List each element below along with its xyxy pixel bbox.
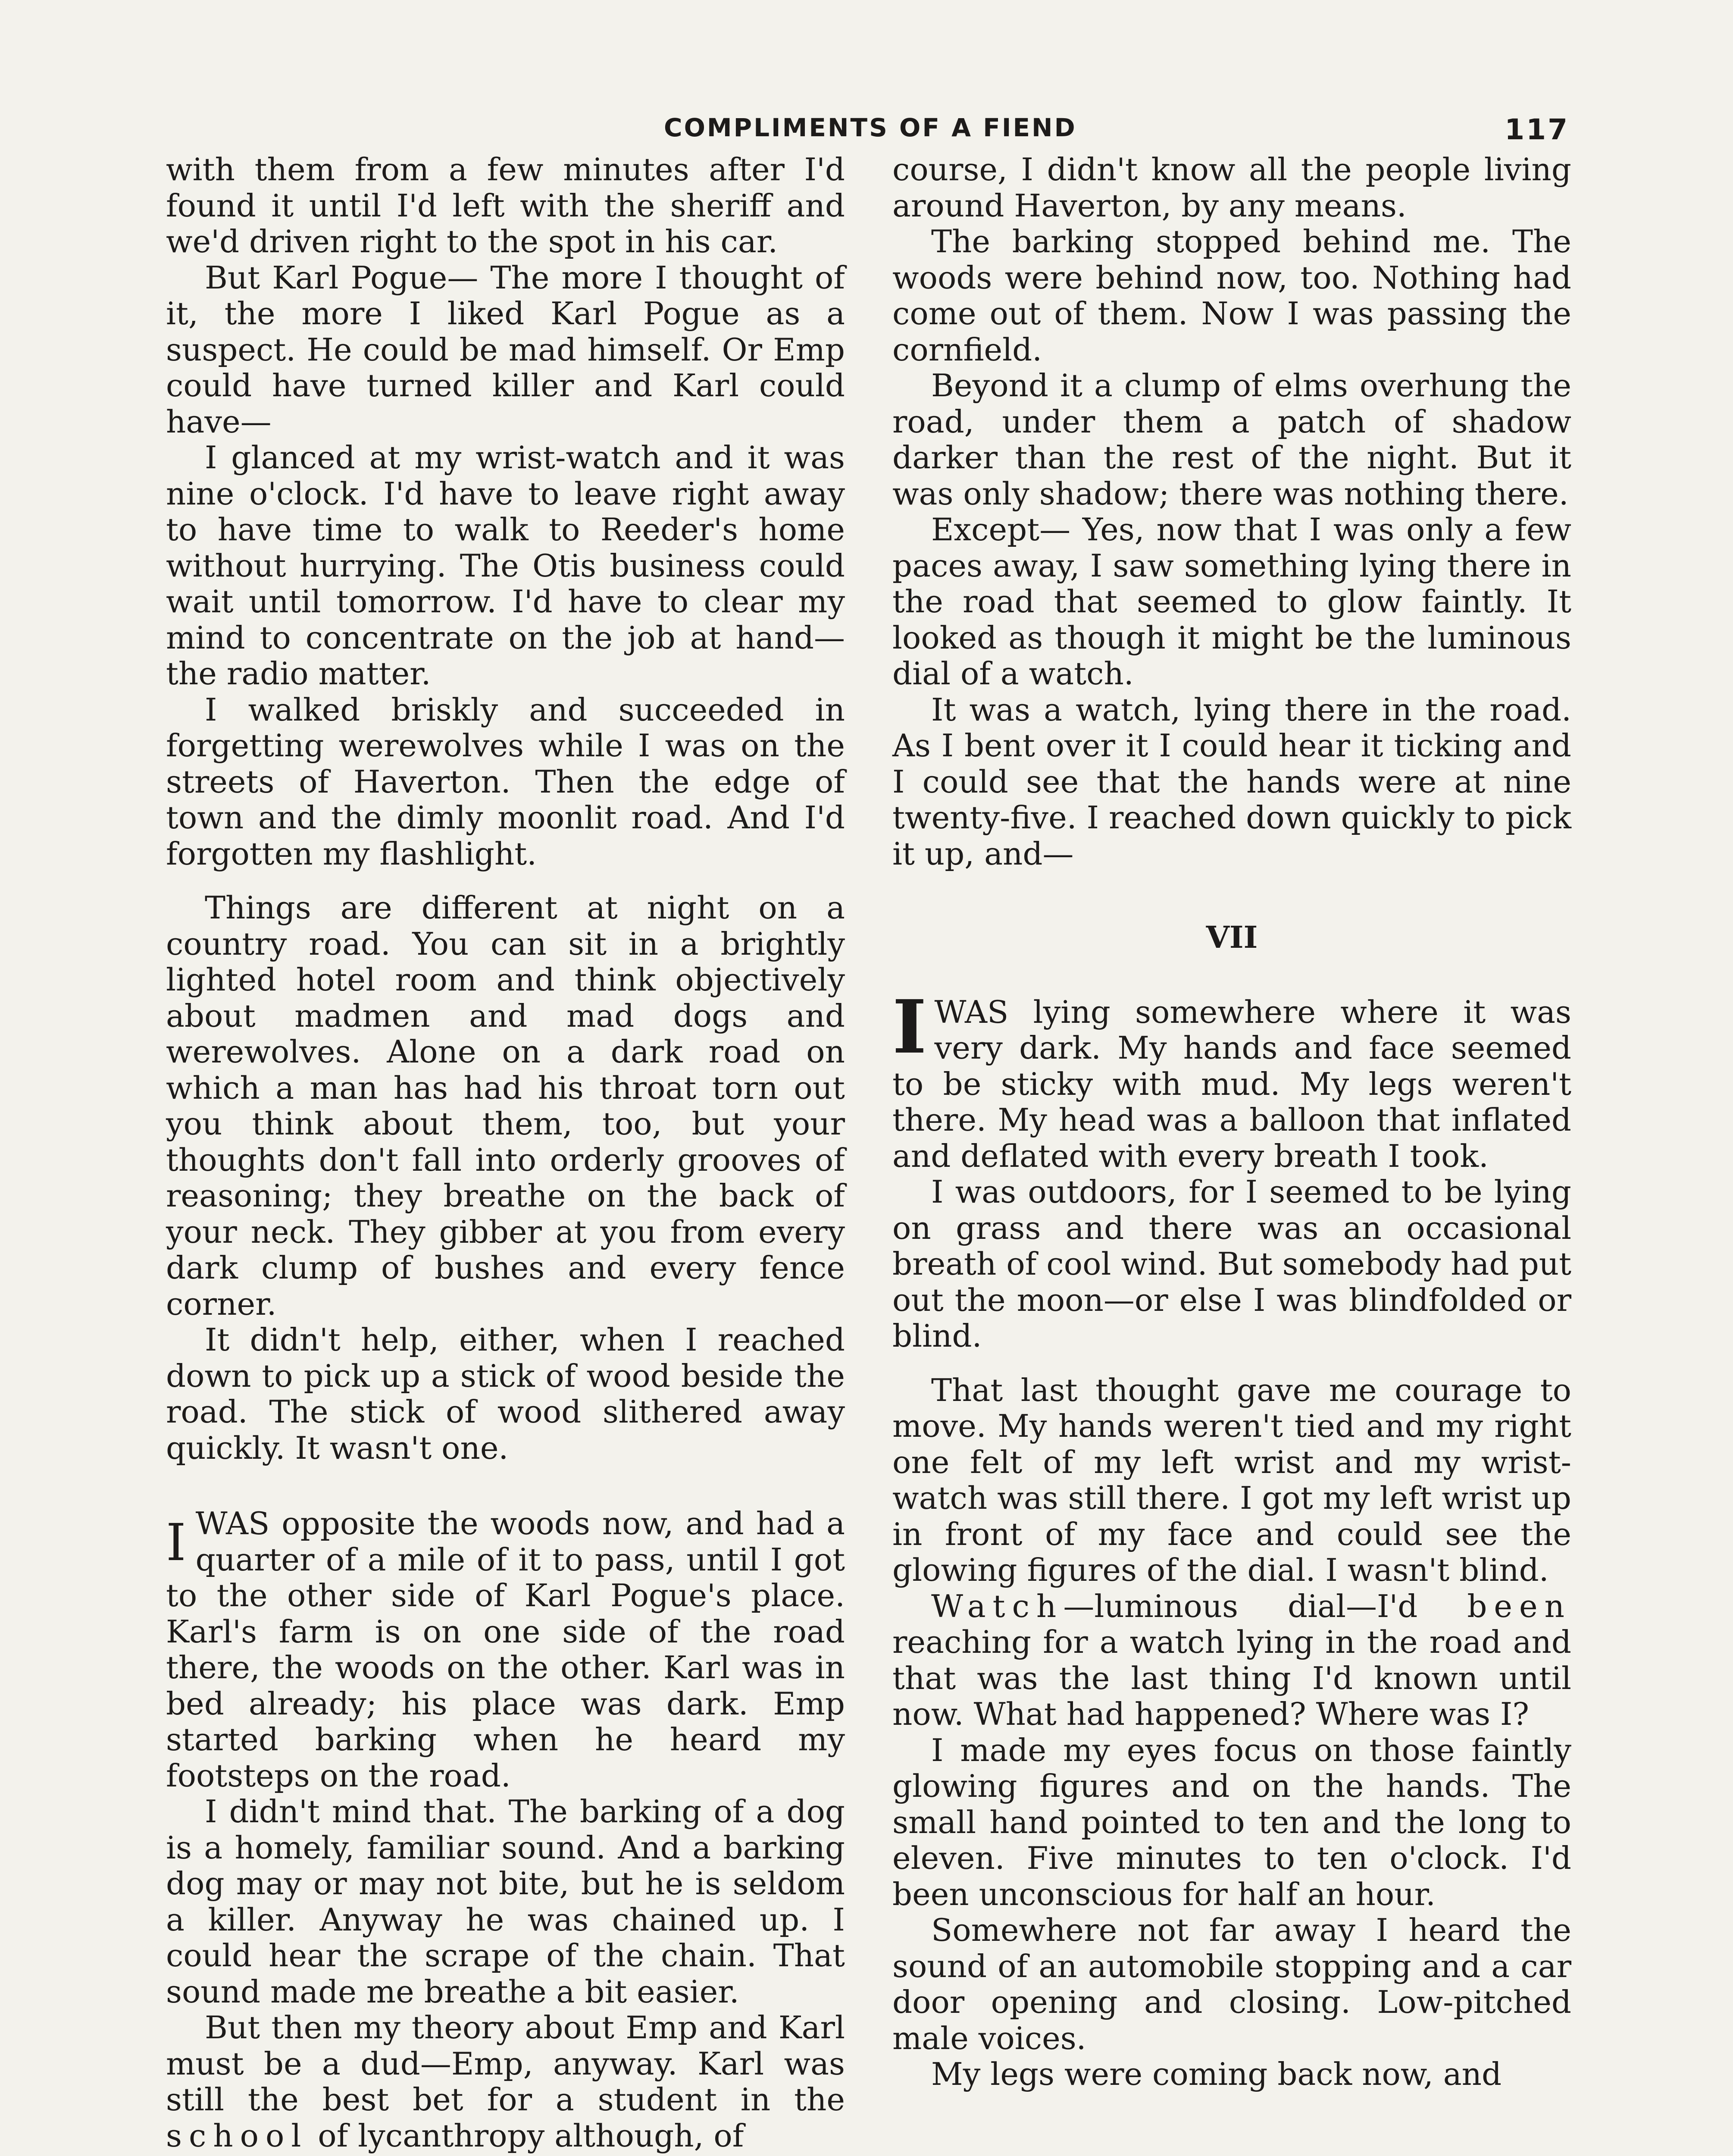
paragraph [166, 2010, 845, 2154]
paragraph: I glanced at my wrist-watch and it was nine o'clock. I'd have to leave right away to have time to walk to Reeder's home without hurrying. The Otis business could wait until tomorrow. I'd have to clear my mind to concentrate on the job at hand—the radio matter. [166, 439, 845, 692]
paragraph: That last thought gave me courage to move. My hands weren't tied and my right one felt of my left wrist and my wrist-watch was still there. I got my left wrist up in front of my face and could see the glowing figures of the dial. I wasn't blind. [892, 1372, 1571, 1588]
paragraph: Somewhere not far away I heard the sound of an automobile stopping and a car door opening and closing. Low-pitched male voices. [892, 1912, 1571, 2056]
paragraph-text: reaching for a watch lying in the road and that was the last thing I'd known until now. What had happened? Where was I? [892, 1624, 1571, 1732]
paragraph-text: —luminous dial—I'd [1063, 1588, 1467, 1624]
paragraph: It was a watch, lying there in the road. As I bent over it I could hear it ticking and I could see that the hands were at nine twenty-five. I reached down quickly to pick it up, and— [892, 691, 1571, 872]
paragraph: But Karl Pogue— The more I thought of it, the more I liked Karl Pogue as a suspect. He could be mad himself. Or Emp could have turned killer and Karl could have— [166, 259, 845, 440]
spaced-word: school [166, 2117, 308, 2154]
paragraph: with them from a few minutes after I'd found it until I'd left with the sheriff and we'd driven right to the spot in his car. [166, 151, 845, 260]
running-title: COMPLIMENTS OF A FIEND [664, 113, 1077, 142]
page-number: 117 [1505, 113, 1569, 146]
drop-cap: I [892, 984, 927, 1070]
paragraph: I didn't mind that. The barking of a dog is a homely, familiar sound. And a barking dog may or may not bite, but he is seldom a killer. Anyway he was chained up. I could hear the scrape of the chain. That sound made me breathe a bit easier. [166, 1793, 845, 2010]
spaced-word: been [1467, 1588, 1571, 1624]
drop-cap: I [166, 1513, 186, 1572]
paragraph: It didn't help, either, when I reached down to pick up a stick of wood beside the road. The stick of wood slithered away quickly. It wasn't one. [166, 1322, 845, 1466]
paragraph: The barking stopped behind me. The woods were behind now, too. Nothing had come out of them. Now I was passing the cornfield. [892, 223, 1571, 368]
paragraph-text: But then my theory about Emp and Karl must be a dud—Emp, anyway. Karl was still the best bet for a student in the [166, 2009, 845, 2118]
paragraph: Beyond it a clump of elms overhung the road, under them a patch of shadow darker than the rest of the night. But it was only shadow; there was nothing there. [892, 367, 1571, 512]
paragraph: I made my eyes focus on those faintly glowing figures and on the hands. The small hand pointed to ten and the long to eleven. Five minutes to ten o'clock. I'd been unconscious for half an hour. [892, 1732, 1571, 1912]
paragraph: Things are different at night on a country road. You can sit in a brightly lighted hotel room and think objectively about madmen and mad dogs and werewolves. Alone on a dark road on which a man has had his throat torn out you think about them, too, but your thoughts don't fall into orderly grooves of reasoning; they breathe on the back of your neck. They gibber at you from every dark clump of bushes and every fence corner. [166, 890, 845, 1322]
dropcap-paragraph [892, 984, 1571, 1175]
paragraph: My legs were coming back now, and [931, 2056, 1502, 2092]
paragraph: I was outdoors, for I seemed to be lying on grass and there was an occasional breath of cool wind. But somebody had put out the moon—or else I was blindfolded or blind. [892, 1174, 1571, 1354]
paragraph: I walked briskly and succeeded in forgetting werewolves while I was on the streets of Haverton. Then the edge of town and the dimly moonlit road. And I'd forgotten my flashlight. [166, 691, 845, 872]
spaced-word: Watch [931, 1588, 1064, 1624]
paragraph-text: WAS lying somewhere where it was very dark. My hands and face seemed to be sticky with mud. My legs weren't there. My head was a balloon that inflated and deflated with every breath I took. [892, 993, 1571, 1174]
section-heading: VII [1206, 919, 1258, 955]
paragraph [892, 1589, 1571, 1733]
paragraph-text: of lycanthropy although, of [308, 2117, 744, 2154]
paragraph-text: WAS opposite the woods now, and had a quarter of a mile of it to pass, until I got to the other side of Karl Pogue's place. Karl's farm is on one side of the road there, the woods on the other. Karl was in bed already; his place was dark. Emp started barking when he heard my footsteps on the road. [166, 1505, 845, 1794]
paragraph: Except— Yes, now that I was only a few paces away, I saw something lying there in the road that seemed to glow faintly. It looked as though it might be the luminous dial of a watch. [892, 511, 1571, 692]
left-column [166, 152, 845, 2154]
dropcap-paragraph [166, 1506, 845, 1794]
running-header [664, 113, 1569, 152]
paragraph: course, I didn't know all the people living around Haverton, by any means. [892, 151, 1571, 224]
right-column [892, 152, 1571, 2093]
